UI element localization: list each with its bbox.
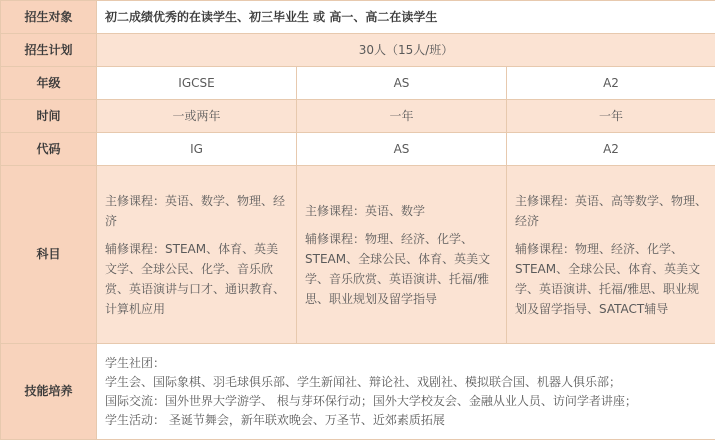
main-courses-as: 主修课程：英语、数学 xyxy=(305,203,426,218)
duration-igcse: 一或两年 xyxy=(97,100,297,133)
row-subjects xyxy=(1,166,715,344)
elective-courses-igcse: 辅修课程：STEAM、体育、英美文学、全球公民、化学、音乐欣赏、英语演讲与口才、通识教育、计算机应用 xyxy=(105,241,286,316)
subjects-label: 科目 xyxy=(1,166,97,344)
row-skills xyxy=(1,344,715,440)
skills-content xyxy=(97,344,715,440)
subjects-as xyxy=(297,166,507,344)
duration-as: 一年 xyxy=(297,100,507,133)
duration-label: 时间 xyxy=(1,100,97,133)
subjects-a2 xyxy=(507,166,715,344)
target-label: 招生对象 xyxy=(1,1,97,34)
skills-label: 技能培养 xyxy=(1,344,97,440)
grade-igcse: IGCSE xyxy=(97,67,297,100)
plan-value: 30人（15人/班） xyxy=(97,34,715,67)
duration-a2: 一年 xyxy=(507,100,715,133)
main-courses-igcse: 主修课程：英语、数学、物理、经济 xyxy=(105,193,286,228)
code-igcse: IG xyxy=(97,133,297,166)
subjects-igcse xyxy=(97,166,297,344)
skills-line-clubs-title: 学生社团： xyxy=(105,355,166,370)
target-value: 初二成绩优秀的在读学生、初三毕业生 或 高一、高二在读学生 xyxy=(97,1,715,34)
row-grade xyxy=(1,67,715,100)
code-as: AS xyxy=(297,133,507,166)
grade-label: 年级 xyxy=(1,67,97,100)
row-target xyxy=(1,1,715,34)
skills-line-activities: 学生活动： 圣诞节舞会，新年联欢晚会、万圣节、近郊素质拓展 xyxy=(105,412,445,427)
grade-a2: A2 xyxy=(507,67,715,100)
elective-courses-a2: 辅修课程：物理、经济、化学、STEAM、全球公民、体育、英美文学、英语演讲、托福/雅思、职业规划及留学指导、SATACT辅导 xyxy=(515,241,701,316)
row-plan xyxy=(1,34,715,67)
plan-label: 招生计划 xyxy=(1,34,97,67)
code-label: 代码 xyxy=(1,133,97,166)
row-duration xyxy=(1,100,715,133)
elective-courses-as: 辅修课程：物理、经济、化学、STEAM、全球公民、体育、英美文学、音乐欣赏、英语演讲、托福/雅思、职业规划及留学指导 xyxy=(305,231,491,306)
skills-line-exchange: 国际交流：国外世界大学游学、 根与芽环保行动；国外大学校友会、金融从业人员、访问学者讲座； xyxy=(105,393,637,408)
main-courses-a2: 主修课程：英语、高等数学、物理、经济 xyxy=(515,193,708,228)
code-a2: A2 xyxy=(507,133,715,166)
grade-as: AS xyxy=(297,67,507,100)
skills-line-clubs: 学生会、国际象棋、羽毛球俱乐部、学生新闻社、辩论社、戏剧社、模拟联合国、机器人俱乐部； xyxy=(105,374,622,389)
row-code xyxy=(1,133,715,166)
